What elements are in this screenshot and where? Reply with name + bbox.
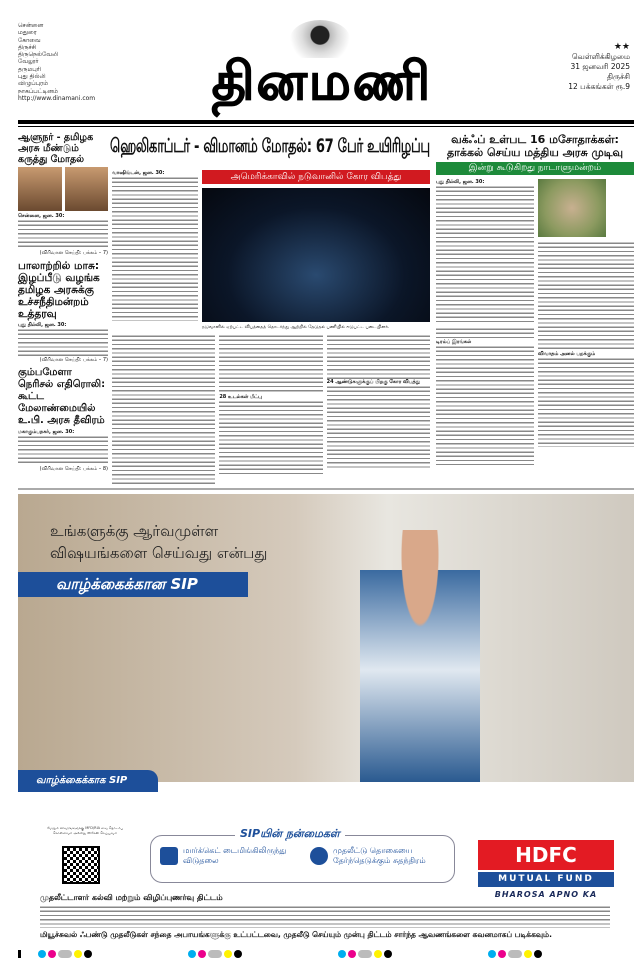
color-registration-marks [488,950,542,958]
right-column [436,133,634,465]
story-body [18,219,108,249]
subhead: டிரம்ப் இரங்கல் [436,339,472,345]
edition: நாகப்பட்டினம் [18,87,58,95]
crash-photo [202,188,430,322]
story-body [327,385,430,470]
lead-headline[interactable]: ஹெலிகாப்டர் - விமானம் மோதல்: 67 பேர் உயிரிழப்பு [110,135,430,157]
subhead: 28 உடல்கள் மீட்பு [219,394,262,400]
fine-print [40,905,610,928]
edition: கோவை [18,36,41,44]
date: 31 ஜனவரி 2025 [570,62,630,71]
story-title[interactable]: ஆளுநர் - தமிழக அரசு மீண்டும் கருத்து மோதல் [18,132,94,165]
color-registration-marks [38,950,92,958]
story-body [436,185,534,325]
story-body [538,241,634,351]
rupee-hand-icon [310,847,328,865]
benefits-title: SIPயின் நன்மைகள் [235,827,345,842]
brand-tagline: BHAROSA APNO KA [494,890,598,899]
benefit-text: மார்க்கெட் டைமிங்கிலிருந்து விடுதலை [183,846,287,865]
pages-price: 12 பக்கங்கள் ரூ.9 [568,82,630,91]
edition: தருமபுரி [18,65,42,73]
benefit-item [310,846,451,866]
story-body [219,400,322,475]
benefit-item [160,846,301,866]
parliament-photo [538,179,606,237]
story-body [112,334,215,484]
subhead: விவாதம் அனல் பறக்கும் [538,351,596,357]
portrait [18,167,62,211]
hdfc-logo [478,840,614,899]
portrait-photos [18,167,108,211]
investor-title: முதலீட்டாளர் கல்வி மற்றும் விழிப்புணர்வு திட்டம் [40,893,223,902]
sip-small-banner: வாழ்க்கைக்காக SIP [18,770,158,792]
masthead-rule [18,120,634,124]
tagline-line: விஷயங்களை செய்வது என்பது [50,544,268,562]
story-title[interactable]: பாலாற்றில் மாசு: இழப்பீடு வழங்க தமிழக அரசுக்கு உச்சநீதிமன்றம் உத்தரவு [18,260,100,320]
edition: மதுரை [18,29,37,37]
story-body [112,176,198,321]
print-mark [18,950,21,958]
story-body [327,334,430,379]
continued-link[interactable]: (விரிவான செய்தி: பக்கம் – 7) [39,250,108,256]
brand-name: HDFC [478,840,614,870]
disclaimer: மியூச்சுவல் ஃபண்டு முதலீடுகள் சந்தை அபாயங்களுக்கு உட்பட்டவை, முதலீடு செய்யும் முன்பு திட்டம் சார்ந்த ஆவணங்களை கவனமாகப் படிக்கவும். [40,930,552,939]
sip-banner: வாழ்க்கைக்கான SIP [18,572,248,597]
edition-name: திருச்சி [606,72,630,81]
section-divider [18,488,634,490]
calendar-clock-icon [160,847,178,865]
story-title[interactable]: கும்பமேளா நெரிசல் எதிரொலி: கூட்ட மேலாண்மையில் உ.பி. அரசு தீவிரம் [18,367,106,426]
edition: திருச்சி [18,43,37,51]
lead-kicker [202,170,430,184]
edition: சென்னை [18,22,44,29]
left-column [18,132,108,476]
date-block [568,42,630,92]
dateline: புது தில்லி, ஜன. 30: [436,179,485,185]
ad-model-image [360,530,480,782]
tagline-line: உங்களுக்கு ஆர்வமுள்ள [50,522,219,540]
lead-kicker-text: அமெரிக்காவில் நடுவானில் கோர விபத்து [230,172,402,182]
dateline: வாஷிங்டன், ஜன. 30: [112,170,165,176]
edition: விழுப்புரம் [18,80,49,88]
qr-code[interactable] [62,846,100,884]
website-link[interactable]: http://www.dinamani.com [18,94,96,102]
qr-note: மேலும் விவரங்களுக்கு MFD/RIA வை தொடர்பு கொள்ளவும் அல்லது ஸ்கேன் செய்யவும் [47,826,123,835]
story-body [538,357,634,447]
edition: திருநெல்வேலி [18,51,59,59]
right-kicker [436,162,634,175]
masthead-rule-thin [18,126,634,127]
edition-list [18,22,95,102]
ad-tagline [50,520,267,564]
continued-link[interactable]: (விரிவான செய்தி: பக்கம் – 7) [39,357,108,363]
right-kicker-text: இன்று கூடுகிறது நாடாளுமன்றம் [468,163,602,173]
story-body [219,334,322,394]
story-body [436,345,534,465]
portrait [65,167,109,211]
continued-link[interactable]: (விரிவான செய்தி: பக்கம் – 8) [39,466,108,472]
newspaper-logo: தினமணி [211,51,433,112]
brand-sub: MUTUAL FUND [478,872,614,887]
edition: வேலூர் [18,58,39,66]
dateline: புது தில்லி, ஜன. 30: [18,322,67,328]
day: வெள்ளிக்கிழமை [571,52,630,61]
photo-caption: நடுவானில் ஏற்பட்ட விபத்தைத் தொடர்ந்து ஆற்றில் தேடுதல் பணியில் ஈடுபட்ட படையினர். [202,325,390,330]
story-body [436,327,534,339]
story-body [18,328,108,356]
dateline: சென்னை, ஜன. 30: [18,213,65,219]
edition: புது தில்லி [18,73,46,81]
benefit-text: முதலீட்டு தொகையை தேர்ந்தெடுக்கும் சுதந்திரம் [333,846,426,865]
right-headline[interactable]: வக்ஃப் உள்பட 16 மசோதாக்கள்: தாக்கல் செய்ய மத்திய அரசு முடிவு [447,133,623,159]
color-registration-marks [338,950,392,958]
color-registration-marks [188,950,242,958]
subhead: 24 ஆண்டுகளுக்குப் பிறகு கோர விபத்து [326,379,421,385]
story-body [18,435,108,465]
dateline: மகாகும்பநகர், ஜன. 30: [18,429,75,435]
stars: ★★ [613,42,630,52]
